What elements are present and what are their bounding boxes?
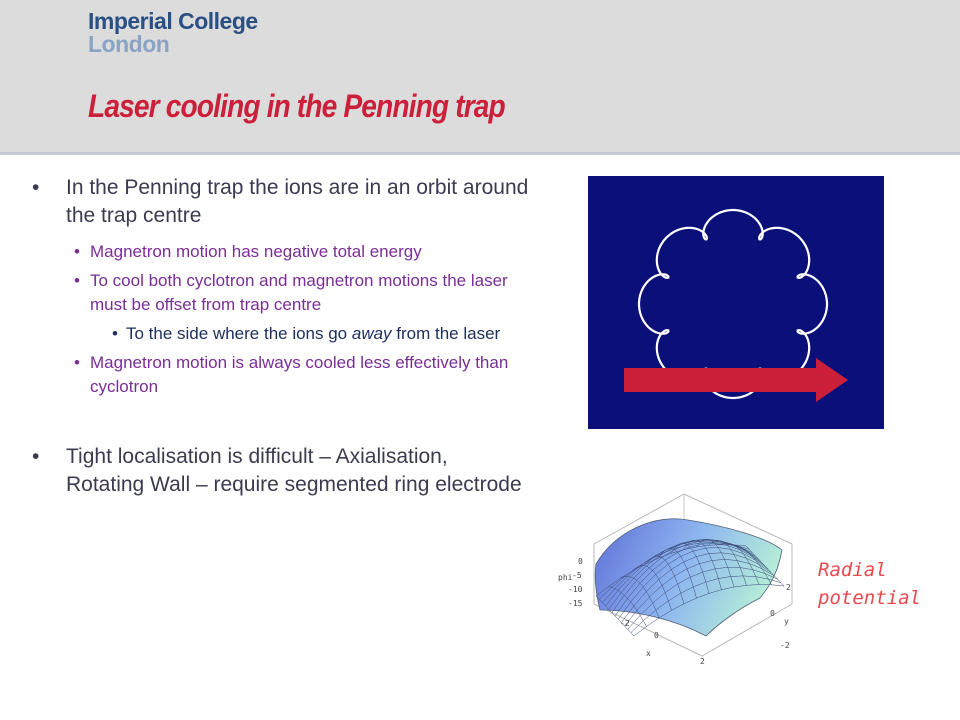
bullet-cool-both: • To cool both cyclotron and magnetron motions the laser must be offset from trap centre <box>30 269 530 317</box>
x-tick-2: 2 <box>700 657 705 666</box>
bullet-list <box>30 174 530 499</box>
bullet-orbit: • In the Penning trap the ions are in an orbit around the trap centre <box>30 174 530 230</box>
college-logo <box>88 10 258 56</box>
x-axis-label: x <box>646 649 651 658</box>
bullet-side-post: from the laser <box>391 324 501 343</box>
bullet-localisation: • Tight localisation is difficult – Axialisation, Rotating Wall – require segmented ring electrode <box>30 443 530 499</box>
y-axis-label: y <box>784 617 789 626</box>
bullet-magnetron-energy: • Magnetron motion has negative total energy <box>30 240 530 264</box>
bullet-side <box>30 322 530 346</box>
x-tick-0: -2 <box>620 619 630 628</box>
bullet-magnetron-less: • Magnetron motion is always cooled less effectively than cyclotron <box>30 351 530 399</box>
y-tick-2: 2 <box>786 583 791 592</box>
bullet-side-emphasis: away <box>351 324 392 343</box>
laser-arrow <box>624 358 848 402</box>
radial-potential-label <box>818 556 921 612</box>
z-tick-0: 0 <box>578 557 583 566</box>
header-band <box>0 0 960 155</box>
logo-line-1: Imperial College <box>88 8 258 34</box>
z-tick-3: -15 <box>568 599 583 608</box>
radial-potential-plot <box>556 486 808 666</box>
orbit-svg <box>588 176 884 429</box>
orbit-figure <box>588 176 884 429</box>
logo-line-2: London <box>88 31 170 57</box>
radial-label-line-2: potential <box>818 587 921 609</box>
z-axis-label: phi <box>558 573 573 582</box>
x-tick-1: 0 <box>654 631 659 640</box>
y-tick-1: 0 <box>770 609 775 618</box>
slide-title: Laser cooling in the Penning trap <box>88 88 505 124</box>
radial-label-line-1: Radial <box>818 559 887 581</box>
y-tick-0: -2 <box>780 641 790 650</box>
z-tick-1: -5 <box>572 571 582 580</box>
bullet-side-pre: To the side where the ions go <box>126 324 352 343</box>
z-tick-2: -10 <box>568 585 583 594</box>
